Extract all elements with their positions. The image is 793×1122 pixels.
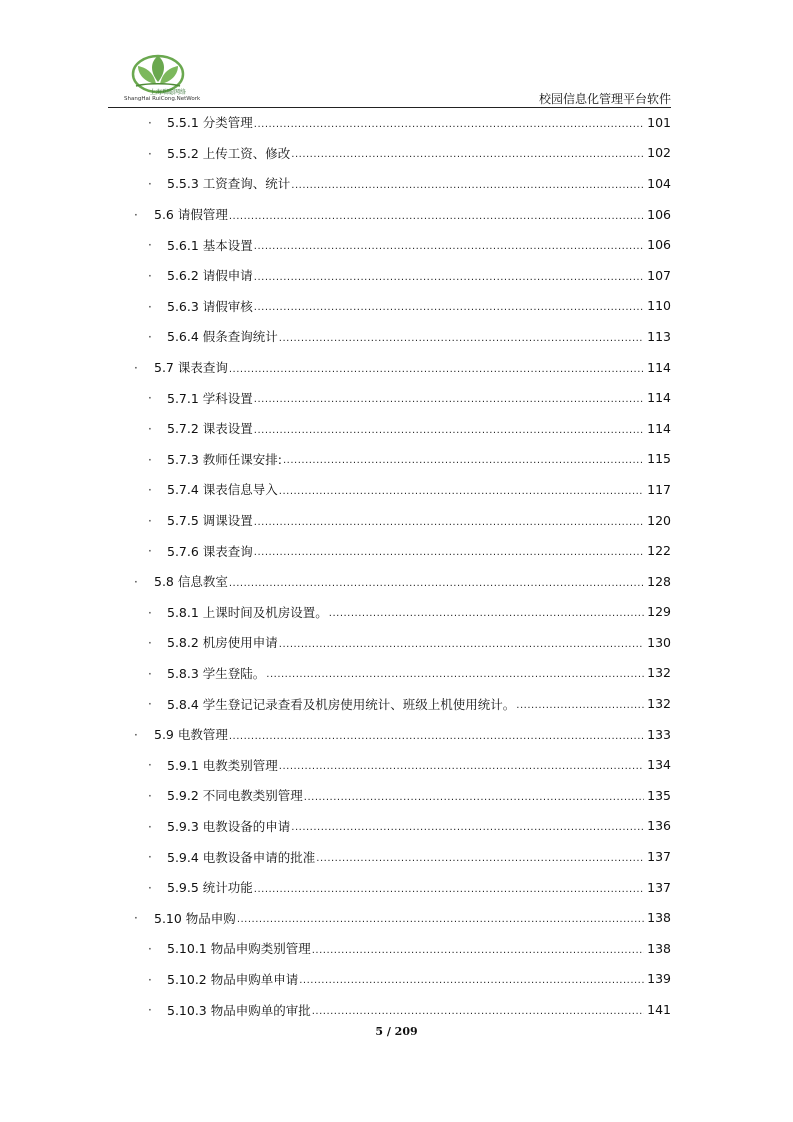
toc-entry-page: 122: [647, 543, 671, 559]
toc-entry-page: 102: [647, 145, 671, 161]
toc-entry-line: [167, 229, 671, 260]
toc-leader-dots: [254, 302, 644, 313]
toc-entry-page: 113: [647, 328, 671, 344]
toc-entry-page: 138: [647, 940, 671, 956]
toc-entry-line: [167, 994, 671, 1025]
toc-entry-page: 129: [647, 604, 671, 620]
bullet-icon: ·: [148, 299, 152, 314]
toc-entry[interactable]: [108, 841, 671, 872]
toc-entry-line: [167, 291, 671, 322]
toc-entry-label: 5.7.4 课表信息导入: [167, 482, 278, 498]
toc-entry-label: 5.9.1 电教类别管理: [167, 757, 278, 773]
toc-entry-line: [167, 168, 671, 199]
toc-entry-page: 114: [647, 420, 671, 436]
toc-entry-line: [167, 658, 671, 689]
toc-entry[interactable]: [108, 260, 671, 291]
toc-entry[interactable]: [108, 352, 671, 383]
toc-entry-page: 106: [647, 206, 671, 222]
toc-entry[interactable]: [108, 811, 671, 842]
toc-leader-dots: [279, 639, 644, 650]
toc-entry-label: 5.5.2 上传工资、修改: [167, 145, 291, 161]
toc-entry-label: 5.8.2 机房使用申请: [167, 635, 278, 651]
toc-leader-dots: [291, 822, 644, 833]
toc-leader-dots: [316, 853, 644, 864]
toc-entry-page: 117: [647, 481, 671, 497]
toc-entry-page: 136: [647, 818, 671, 834]
toc-entry-label: 5.9.4 电教设备申请的批准: [167, 849, 316, 865]
toc-leader-dots: [516, 700, 644, 711]
toc-leader-dots: [229, 578, 644, 589]
bullet-icon: ·: [148, 177, 152, 192]
logo-english-text: ShangHai RuiCong.NetWork: [124, 96, 201, 102]
toc-entry-line: [167, 474, 671, 505]
bullet-icon: ·: [148, 697, 152, 712]
toc-entry[interactable]: [108, 627, 671, 658]
bullet-icon: ·: [148, 850, 152, 865]
toc-entry-line: [167, 413, 671, 444]
toc-entry[interactable]: [108, 688, 671, 719]
toc-entry-line: [167, 535, 671, 566]
toc-entry-line: [167, 780, 671, 811]
bullet-icon: ·: [148, 238, 152, 253]
toc-entry-page: 134: [647, 757, 671, 773]
toc-leader-dots: [291, 149, 644, 160]
bullet-icon: ·: [148, 116, 152, 130]
bullet-icon: ·: [148, 146, 152, 161]
toc-entry[interactable]: [108, 444, 671, 475]
toc-entry-line: [167, 444, 671, 475]
bullet-icon: ·: [148, 880, 152, 895]
toc-entry-label: 5.7.5 调课设置: [167, 513, 253, 529]
toc-entry-line: [167, 597, 671, 628]
toc-entry-line: [167, 841, 671, 872]
toc-entry-page: 106: [647, 237, 671, 253]
toc-entry[interactable]: [108, 658, 671, 689]
toc-entry[interactable]: [108, 964, 671, 995]
toc-entry[interactable]: [108, 107, 671, 138]
toc-leader-dots: [312, 945, 644, 956]
toc-entry-page: 115: [647, 451, 671, 467]
toc-entry[interactable]: [108, 505, 671, 536]
bullet-icon: ·: [148, 819, 152, 834]
toc-entry-label: 5.8 信息教室: [154, 574, 228, 590]
toc-entry-page: 130: [647, 634, 671, 650]
toc-leader-dots: [304, 792, 644, 803]
toc-leader-dots: [279, 761, 644, 772]
toc-leader-dots: [291, 180, 644, 191]
toc-entry-line: [154, 352, 671, 383]
toc-entry-line: [154, 719, 671, 750]
toc-entry-line: [167, 382, 671, 413]
toc-leader-dots: [266, 669, 644, 680]
toc-entry-page: 101: [647, 114, 671, 130]
bullet-icon: ·: [148, 758, 152, 773]
toc-entry-label: 5.7 课表查询: [154, 360, 228, 376]
toc-entry[interactable]: [108, 780, 671, 811]
toc-entry-label: 5.7.1 学科设置: [167, 390, 253, 406]
bullet-icon: ·: [148, 972, 152, 987]
toc-leader-dots: [254, 394, 644, 405]
toc-entry-line: [167, 627, 671, 658]
toc-entry-page: 137: [647, 849, 671, 865]
toc-entry-label: 5.7.6 课表查询: [167, 543, 253, 559]
toc-entry-page: 120: [647, 512, 671, 528]
bullet-icon: ·: [148, 452, 152, 467]
toc-leader-dots: [279, 333, 644, 344]
bullet-icon: ·: [148, 391, 152, 406]
toc-entry-line: [167, 964, 671, 995]
toc-entry-page: 110: [647, 298, 671, 314]
page-number: 5 / 209: [375, 1025, 418, 1038]
bullet-icon: ·: [148, 636, 152, 651]
toc-leader-dots: [254, 884, 644, 895]
toc-entry-label: 5.8.3 学生登陆。: [167, 665, 266, 681]
bullet-icon: ·: [148, 330, 152, 345]
bullet-icon: ·: [148, 666, 152, 681]
toc-entry-page: 138: [647, 910, 671, 926]
toc-entry-label: 5.10.2 物品申购单申请: [167, 971, 299, 987]
toc-entry-page: 135: [647, 787, 671, 803]
table-of-contents: [108, 107, 671, 1025]
toc-leader-dots: [299, 975, 644, 986]
toc-entry-label: 5.6.3 请假审核: [167, 298, 253, 314]
bullet-icon: ·: [134, 360, 138, 375]
bullet-icon: ·: [148, 789, 152, 804]
bullet-icon: ·: [148, 605, 152, 620]
toc-leader-dots: [254, 517, 644, 528]
toc-entry-line: [167, 321, 671, 352]
toc-entry-line: [167, 688, 671, 719]
toc-entry[interactable]: [108, 535, 671, 566]
toc-entry-label: 5.10.1 物品申购类别管理: [167, 941, 311, 957]
toc-entry-line: [167, 260, 671, 291]
bullet-icon: ·: [148, 268, 152, 283]
toc-entry[interactable]: [108, 749, 671, 780]
toc-leader-dots: [229, 211, 644, 222]
toc-entry-page: 137: [647, 879, 671, 895]
toc-entry-line: [167, 811, 671, 842]
toc-entry[interactable]: [108, 199, 671, 230]
toc-entry-line: [167, 107, 671, 138]
toc-entry[interactable]: [108, 474, 671, 505]
bullet-icon: ·: [134, 727, 138, 742]
toc-entry[interactable]: [108, 566, 671, 597]
toc-entry-line: [167, 138, 671, 169]
document-title: 校园信息化管理平台软件: [538, 92, 671, 106]
toc-entry[interactable]: [108, 994, 671, 1025]
toc-entry[interactable]: [108, 902, 671, 933]
toc-entry[interactable]: [108, 138, 671, 169]
toc-entry-line: [154, 902, 671, 933]
toc-entry-page: 114: [647, 359, 671, 375]
toc-entry-label: 5.9.5 统计功能: [167, 880, 253, 896]
bullet-icon: ·: [134, 911, 138, 926]
company-logo: [116, 54, 226, 108]
toc-entry-label: 5.9 电教管理: [154, 727, 228, 743]
toc-entry[interactable]: [108, 719, 671, 750]
toc-leader-dots: [283, 455, 644, 466]
toc-entry-page: 141: [647, 1002, 671, 1018]
toc-entry[interactable]: [108, 413, 671, 444]
toc-entry[interactable]: [108, 168, 671, 199]
toc-leader-dots: [254, 119, 644, 130]
toc-entry-line: [154, 566, 671, 597]
toc-entry-label: 5.10.3 物品申购单的审批: [167, 1002, 311, 1018]
toc-leader-dots: [312, 1006, 644, 1017]
toc-entry[interactable]: [108, 382, 671, 413]
toc-leader-dots: [229, 364, 644, 375]
toc-entry[interactable]: [108, 872, 671, 903]
toc-entry-page: 132: [647, 696, 671, 712]
page-header: [108, 52, 671, 108]
bullet-icon: ·: [148, 1003, 152, 1018]
toc-entry-page: 133: [647, 726, 671, 742]
toc-entry-page: 114: [647, 390, 671, 406]
logo-chinese-text: 上海瑞聪网络: [150, 89, 187, 96]
toc-entry-label: 5.6.1 基本设置: [167, 237, 253, 253]
toc-leader-dots: [237, 914, 644, 925]
toc-entry[interactable]: [108, 291, 671, 322]
bullet-icon: ·: [148, 513, 152, 528]
toc-entry-page: 132: [647, 665, 671, 681]
toc-entry-label: 5.8.1 上课时间及机房设置。: [167, 604, 328, 620]
toc-entry-line: [167, 933, 671, 964]
toc-leader-dots: [279, 486, 644, 497]
toc-entry-label: 5.6.4 假条查询统计: [167, 329, 278, 345]
toc-entry-line: [167, 872, 671, 903]
toc-entry-page: 107: [647, 267, 671, 283]
toc-entry-label: 5.9.3 电教设备的申请: [167, 818, 291, 834]
toc-entry[interactable]: [108, 321, 671, 352]
toc-entry-line: [154, 199, 671, 230]
bullet-icon: ·: [134, 207, 138, 222]
bullet-icon: ·: [148, 483, 152, 498]
toc-entry[interactable]: [108, 229, 671, 260]
toc-entry-label: 5.6 请假管理: [154, 207, 228, 223]
toc-leader-dots: [254, 425, 644, 436]
toc-entry-label: 5.8.4 学生登记记录查看及机房使用统计、班级上机使用统计。: [167, 696, 516, 712]
toc-entry-page: 139: [647, 971, 671, 987]
bullet-icon: ·: [148, 942, 152, 957]
toc-entry[interactable]: [108, 933, 671, 964]
toc-entry-page: 128: [647, 573, 671, 589]
toc-entry-label: 5.6.2 请假申请: [167, 268, 253, 284]
toc-entry-label: 5.10 物品申购: [154, 910, 236, 926]
bullet-icon: ·: [134, 574, 138, 589]
bullet-icon: ·: [148, 421, 152, 436]
toc-leader-dots: [254, 272, 644, 283]
toc-leader-dots: [254, 547, 644, 558]
toc-entry-label: 5.5.1 分类管理: [167, 115, 253, 131]
toc-entry-label: 5.7.3 教师任课安排:: [167, 451, 282, 467]
toc-entry-label: 5.5.3 工资查询、统计: [167, 176, 291, 192]
toc-entry-page: 104: [647, 175, 671, 191]
toc-entry-label: 5.7.2 课表设置: [167, 421, 253, 437]
toc-leader-dots: [329, 608, 644, 619]
toc-entry-line: [167, 749, 671, 780]
toc-entry[interactable]: [108, 597, 671, 628]
toc-leader-dots: [229, 731, 644, 742]
bullet-icon: ·: [148, 544, 152, 559]
toc-entry-line: [167, 505, 671, 536]
toc-leader-dots: [254, 241, 644, 252]
toc-entry-label: 5.9.2 不同电教类别管理: [167, 788, 303, 804]
